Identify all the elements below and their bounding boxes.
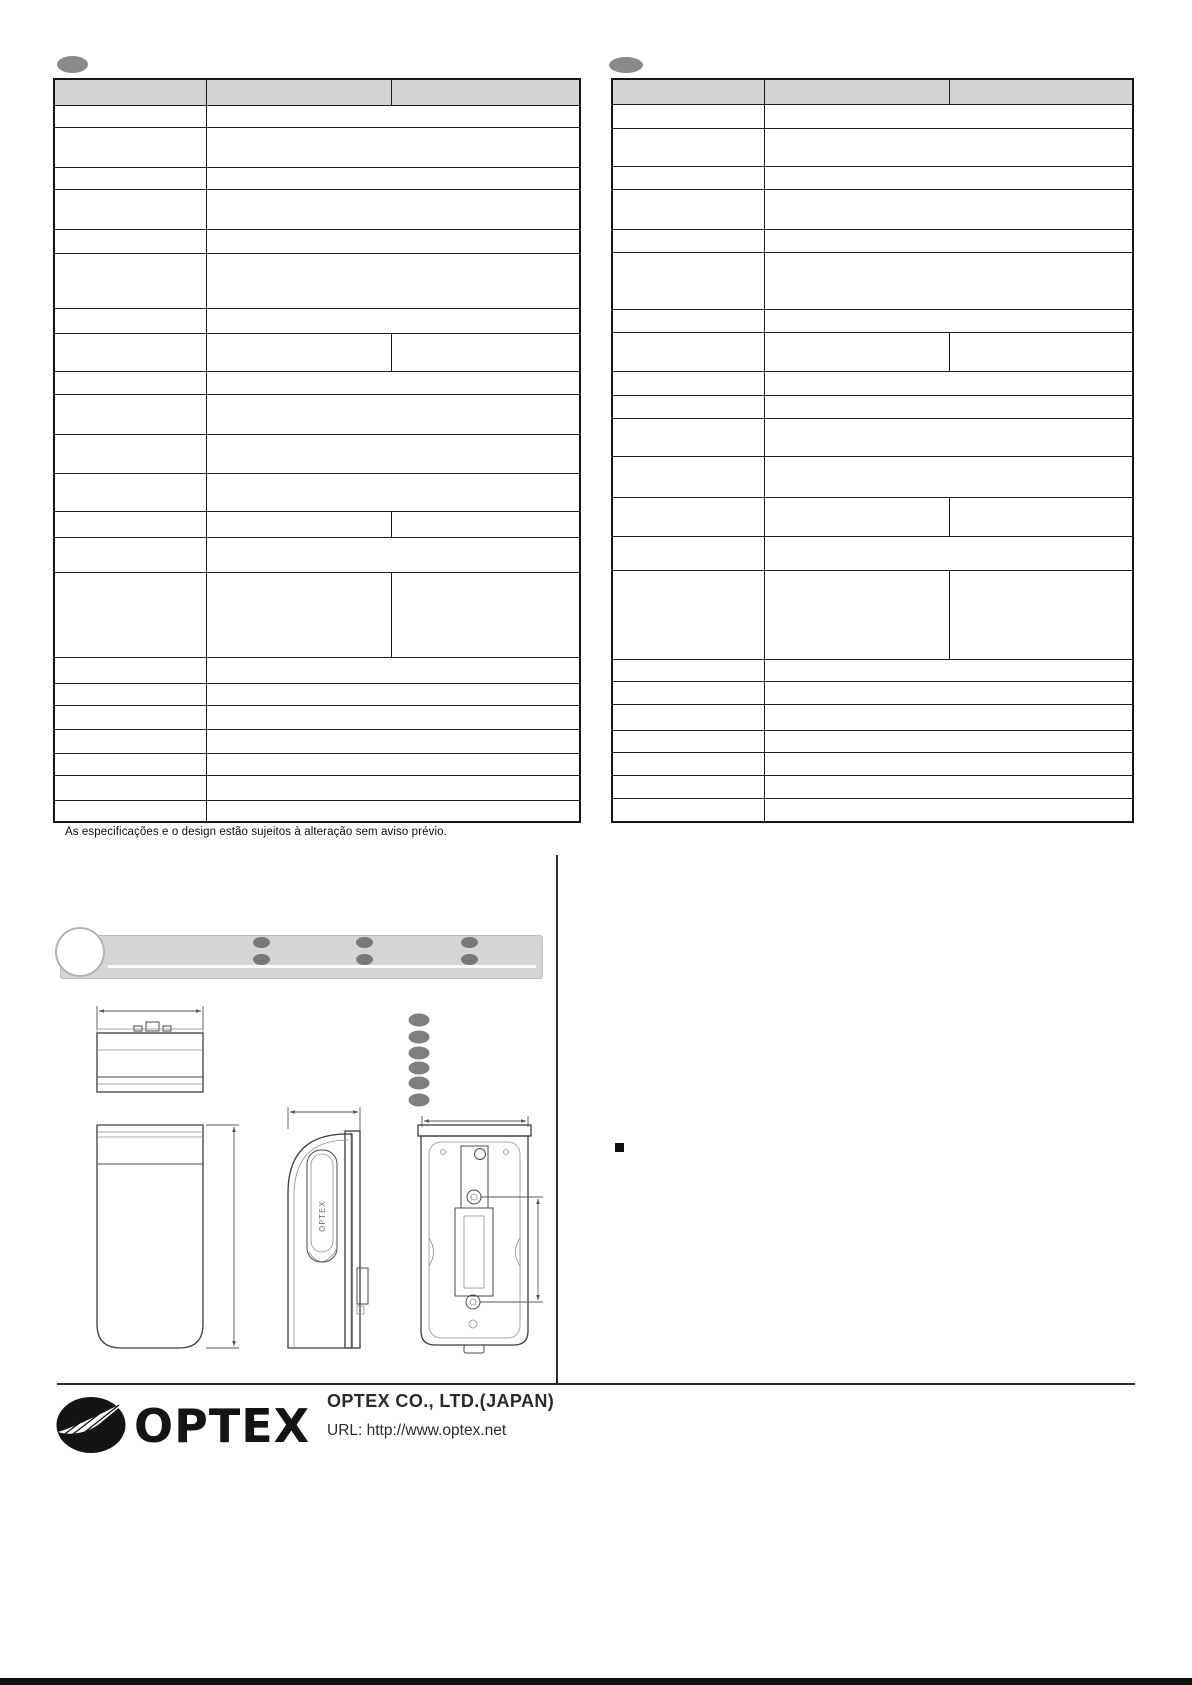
banner-dot-icon [253,937,270,948]
cell [54,229,206,253]
cell [206,333,391,371]
cell [54,105,206,127]
cell [764,730,1133,752]
cell [391,572,580,657]
cell [612,252,764,309]
cell [764,252,1133,309]
table-row [612,309,1133,332]
banner-dot-icon [461,937,478,948]
cell [764,704,1133,730]
cell [764,418,1133,456]
banner-underline [108,965,536,968]
page-bottom-bar [0,1678,1192,1685]
cell [612,570,764,659]
table-row [54,434,580,473]
table-row [54,705,580,729]
cell [612,229,764,252]
table-row [54,473,580,511]
cell [54,167,206,189]
company-name: OPTEX CO., LTD.(JAPAN) [327,1391,555,1411]
table-row [54,657,580,683]
dimension-drawings [50,1000,550,1360]
table-row [612,497,1133,536]
cell [206,705,580,729]
cell [54,308,206,333]
banner-dot-icon [356,954,373,965]
table-row [612,332,1133,371]
cell [949,332,1133,371]
cell [764,798,1133,822]
cell [764,681,1133,704]
cell [54,683,206,705]
cell [206,473,580,511]
cell [54,434,206,473]
cell [54,371,206,394]
spec-table-left [53,78,581,823]
cell [54,705,206,729]
table-row [54,775,580,800]
table-row [612,730,1133,752]
cell [206,189,580,229]
table-row [612,252,1133,309]
table-row [612,659,1133,681]
table-row [54,308,580,333]
table-row [54,371,580,394]
cell [206,371,580,394]
header-cell [764,79,949,104]
optex-wordmark: OPTEX [134,1399,311,1453]
cell [206,775,580,800]
cell [612,798,764,822]
cell [949,570,1133,659]
table-row [54,253,580,308]
table-row [54,229,580,253]
cell [764,166,1133,189]
table-row [612,104,1133,128]
cell [206,511,391,537]
table-row [54,167,580,189]
cell [206,753,580,775]
cell [206,229,580,253]
table-row [612,752,1133,775]
table-row [612,128,1133,166]
table-row [612,189,1133,229]
cell [54,729,206,753]
cell [54,189,206,229]
banner-circle-icon [55,927,105,977]
back-view-diagram [418,1116,543,1353]
cell [764,332,949,371]
cell [54,333,206,371]
cell [612,704,764,730]
cell [764,536,1133,570]
table-row [612,371,1133,395]
cell [391,511,580,537]
table-row [612,775,1133,798]
cell [764,497,949,536]
table-header-row [54,79,580,105]
cell [54,127,206,167]
banner-dot-icon [461,954,478,965]
table-row [54,572,580,657]
vertical-divider [556,855,558,1383]
header-cell [54,79,206,105]
cell [54,753,206,775]
cell [764,775,1133,798]
company-url: URL: http://www.optex.net [327,1422,507,1439]
cell [612,659,764,681]
front-view-diagram [97,1125,239,1348]
cell [612,332,764,371]
table-row [54,105,580,127]
cell [54,253,206,308]
cell [612,681,764,704]
cell [612,775,764,798]
cell [206,105,580,127]
callout-ovals-icon [409,1014,430,1107]
cell [54,657,206,683]
header-cell [612,79,764,104]
table-row [54,753,580,775]
cell [764,229,1133,252]
header-cell [391,79,580,105]
disclaimer-note: As especificações e o design estão sujeitos à alteração sem aviso prévio. [65,826,447,838]
cell [206,800,580,822]
table-row [612,456,1133,497]
cell [54,537,206,572]
cell [54,473,206,511]
cell [391,333,580,371]
table-row [54,800,580,822]
cell [764,371,1133,395]
cell [612,456,764,497]
cell [612,536,764,570]
cell [206,683,580,705]
side-view-brand-label: OPTEX [318,1200,327,1232]
table-row [54,189,580,229]
banner-dot-icon [253,954,270,965]
cell [764,104,1133,128]
cell [612,128,764,166]
cell [612,189,764,229]
cell [54,775,206,800]
table-header-row [612,79,1133,104]
table-row [54,511,580,537]
cell [612,371,764,395]
table-row [54,537,580,572]
table-row [54,683,580,705]
cell [764,128,1133,166]
section-badge-left [57,56,88,73]
table-row [612,704,1133,730]
table-row [612,681,1133,704]
cell [206,537,580,572]
cell [764,752,1133,775]
header-cell [949,79,1133,104]
table-row [612,570,1133,659]
banner-dot-icon [356,937,373,948]
cell [54,394,206,434]
table-row [612,798,1133,822]
table-row [54,333,580,371]
top-view-diagram [97,1006,203,1092]
cell [612,166,764,189]
cell [206,434,580,473]
cell [206,167,580,189]
cell [206,572,391,657]
cell [764,456,1133,497]
header-cell [206,79,391,105]
spec-table-right [611,78,1134,823]
cell [612,418,764,456]
cell [612,752,764,775]
cell [612,104,764,128]
cell [612,309,764,332]
table-row [612,418,1133,456]
square-bullet-icon [615,1143,624,1152]
cell [764,189,1133,229]
cell [612,395,764,418]
cell [54,800,206,822]
cell [612,497,764,536]
table-row [54,729,580,753]
cell [764,570,949,659]
cell [206,729,580,753]
cell [764,395,1133,418]
table-row [612,229,1133,252]
side-view-diagram [288,1107,368,1348]
table-row [612,536,1133,570]
cell [206,657,580,683]
table-row [612,395,1133,418]
cell [206,394,580,434]
section-badge-right [609,57,643,73]
cell [206,253,580,308]
table-row [54,394,580,434]
cell [206,127,580,167]
cell [764,659,1133,681]
cell [54,572,206,657]
table-row [612,166,1133,189]
cell [612,730,764,752]
cell [949,497,1133,536]
cell [54,511,206,537]
cell [764,309,1133,332]
cell [206,308,580,333]
table-row [54,127,580,167]
